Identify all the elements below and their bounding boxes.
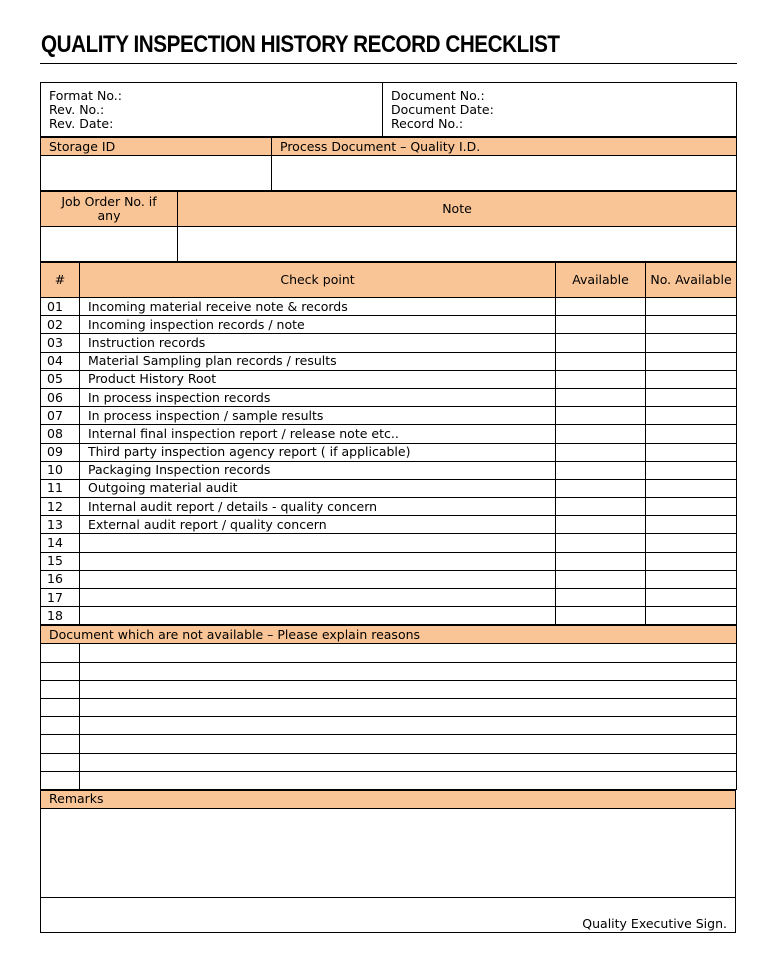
row-number: 18 — [41, 607, 80, 625]
row-available-cell[interactable] — [556, 570, 646, 588]
table-row — [41, 370, 737, 388]
row-number: 03 — [41, 334, 80, 352]
row-not-available-cell[interactable] — [646, 316, 737, 334]
row-available-cell[interactable] — [556, 589, 646, 607]
table-row — [41, 298, 737, 316]
na-reason-cell[interactable] — [80, 717, 737, 735]
row-not-available-cell[interactable] — [646, 370, 737, 388]
job-order-field[interactable] — [41, 227, 178, 262]
meta-right-separator: : — [458, 115, 464, 131]
meta-right-line — [391, 103, 736, 117]
na-number-cell[interactable] — [41, 771, 80, 789]
process-document-label: Process Document – Quality I.D. — [272, 138, 737, 156]
row-not-available-cell[interactable] — [646, 607, 737, 625]
not-available-table — [40, 625, 737, 790]
meta-right-cell — [383, 83, 737, 137]
na-reason-cell[interactable] — [80, 735, 737, 753]
signature-label: Quality Executive Sign. — [582, 915, 727, 931]
meta-left-line — [49, 89, 382, 103]
na-number-cell[interactable] — [41, 717, 80, 735]
na-number-cell[interactable] — [41, 662, 80, 680]
row-available-cell[interactable] — [556, 298, 646, 316]
document-title: QUALITY INSPECTION HISTORY RECORD CHECKLIST — [41, 31, 560, 58]
row-not-available-cell[interactable] — [646, 334, 737, 352]
storage-table — [40, 137, 737, 191]
table-row — [41, 607, 737, 625]
na-number-cell[interactable] — [41, 753, 80, 771]
table-row — [41, 461, 737, 479]
meta-right-label: Record No. — [391, 115, 459, 131]
meta-right-line — [391, 117, 736, 131]
row-checkpoint: In process inspection / sample results — [80, 407, 556, 425]
remarks-field[interactable] — [41, 808, 736, 897]
row-not-available-cell[interactable] — [646, 407, 737, 425]
row-available-cell[interactable] — [556, 552, 646, 570]
row-number: 11 — [41, 479, 80, 497]
table-row — [41, 516, 737, 534]
row-available-cell[interactable] — [556, 352, 646, 370]
row-available-cell[interactable] — [556, 479, 646, 497]
row-not-available-cell[interactable] — [646, 534, 737, 552]
row-not-available-cell[interactable] — [646, 352, 737, 370]
meta-right-line — [391, 89, 736, 103]
row-number: 16 — [41, 570, 80, 588]
table-row — [41, 589, 737, 607]
row-available-cell[interactable] — [556, 316, 646, 334]
row-available-cell[interactable] — [556, 407, 646, 425]
row-number: 02 — [41, 316, 80, 334]
row-checkpoint: Packaging Inspection records — [80, 461, 556, 479]
table-row — [41, 717, 737, 735]
table-row — [41, 334, 737, 352]
row-number: 14 — [41, 534, 80, 552]
row-available-cell[interactable] — [556, 498, 646, 516]
table-row — [41, 698, 737, 716]
title-divider — [40, 63, 737, 64]
row-checkpoint — [80, 534, 556, 552]
table-row — [41, 570, 737, 588]
row-not-available-cell[interactable] — [646, 516, 737, 534]
row-available-cell[interactable] — [556, 334, 646, 352]
row-not-available-cell[interactable] — [646, 425, 737, 443]
table-row — [41, 771, 737, 789]
storage-id-label: Storage ID — [41, 138, 272, 156]
row-checkpoint: Product History Root — [80, 370, 556, 388]
meta-left-line — [49, 103, 382, 117]
meta-left-label: Rev. No. — [49, 101, 100, 117]
row-number: 01 — [41, 298, 80, 316]
signature-cell[interactable] — [41, 897, 736, 932]
row-available-cell[interactable] — [556, 607, 646, 625]
table-row — [41, 498, 737, 516]
row-available-cell[interactable] — [556, 388, 646, 406]
checkpoint-table — [40, 262, 737, 625]
row-checkpoint: Internal audit report / details - quality concern — [80, 498, 556, 516]
meta-left-separator: : — [99, 101, 105, 117]
row-not-available-cell[interactable] — [646, 298, 737, 316]
row-available-cell[interactable] — [556, 534, 646, 552]
row-number: 08 — [41, 425, 80, 443]
meta-left-separator: : — [117, 87, 122, 103]
row-checkpoint: Third party inspection agency report ( if applicable) — [80, 443, 556, 461]
note-label: Note — [178, 192, 737, 227]
row-not-available-cell[interactable] — [646, 461, 737, 479]
row-checkpoint: Material Sampling plan records / results — [80, 352, 556, 370]
row-number: 05 — [41, 370, 80, 388]
row-not-available-cell[interactable] — [646, 388, 737, 406]
row-not-available-cell[interactable] — [646, 552, 737, 570]
na-number-cell[interactable] — [41, 644, 80, 662]
meta-right-label: Document Date — [391, 101, 490, 117]
na-reason-cell[interactable] — [80, 698, 737, 716]
job-order-label: Job Order No. if any — [41, 192, 178, 227]
table-row — [41, 644, 737, 662]
row-available-cell[interactable] — [556, 425, 646, 443]
col-checkpoint-header: Check point — [80, 263, 556, 298]
na-reason-cell[interactable] — [80, 644, 737, 662]
row-not-available-cell[interactable] — [646, 498, 737, 516]
row-not-available-cell[interactable] — [646, 570, 737, 588]
note-field[interactable] — [178, 227, 737, 262]
row-number: 15 — [41, 552, 80, 570]
meta-right-label: Document No. — [391, 87, 481, 103]
meta-left-label: Format No. — [49, 87, 118, 103]
meta-left-line — [49, 117, 382, 131]
meta-right-separator: : — [489, 101, 494, 117]
table-row — [41, 479, 737, 497]
row-number: 04 — [41, 352, 80, 370]
meta-left-cell — [41, 83, 383, 137]
row-not-available-cell[interactable] — [646, 479, 737, 497]
table-row — [41, 662, 737, 680]
table-row — [41, 443, 737, 461]
table-row — [41, 753, 737, 771]
row-checkpoint — [80, 607, 556, 625]
row-number: 09 — [41, 443, 80, 461]
row-checkpoint — [80, 570, 556, 588]
col-not-available-header: No. Available — [646, 263, 737, 298]
row-number: 17 — [41, 589, 80, 607]
row-available-cell[interactable] — [556, 443, 646, 461]
na-number-cell[interactable] — [41, 735, 80, 753]
table-row — [41, 316, 737, 334]
checklist-form — [40, 82, 736, 933]
na-reason-cell[interactable] — [80, 662, 737, 680]
table-row — [41, 735, 737, 753]
table-row — [41, 552, 737, 570]
na-reason-cell[interactable] — [80, 771, 737, 789]
table-row — [41, 425, 737, 443]
meta-left-separator: : — [109, 115, 114, 131]
remarks-label: Remarks — [41, 790, 736, 808]
row-not-available-cell[interactable] — [646, 443, 737, 461]
meta-right-separator: : — [480, 87, 485, 103]
storage-id-field[interactable] — [41, 156, 272, 191]
row-available-cell[interactable] — [556, 461, 646, 479]
col-available-header: Available — [556, 263, 646, 298]
row-checkpoint — [80, 552, 556, 570]
row-checkpoint — [80, 589, 556, 607]
row-checkpoint: External audit report / quality concern — [80, 516, 556, 534]
na-reason-cell[interactable] — [80, 753, 737, 771]
row-available-cell[interactable] — [556, 516, 646, 534]
job-order-table — [40, 191, 737, 262]
col-number-header: # — [41, 263, 80, 298]
na-reason-cell[interactable] — [80, 680, 737, 698]
row-checkpoint: Incoming inspection records / note — [80, 316, 556, 334]
row-number: 13 — [41, 516, 80, 534]
row-checkpoint: In process inspection records — [80, 388, 556, 406]
table-row — [41, 388, 737, 406]
na-number-cell[interactable] — [41, 680, 80, 698]
table-row — [41, 534, 737, 552]
remarks-table — [40, 790, 736, 933]
meta-header-table — [40, 82, 737, 137]
row-number: 12 — [41, 498, 80, 516]
row-number: 06 — [41, 388, 80, 406]
row-not-available-cell[interactable] — [646, 589, 737, 607]
not-available-label: Document which are not available – Please explain reasons — [41, 626, 737, 644]
meta-left-label: Rev. Date — [49, 115, 110, 131]
process-document-field[interactable] — [272, 156, 737, 191]
row-checkpoint: Instruction records — [80, 334, 556, 352]
row-checkpoint: Incoming material receive note & records — [80, 298, 556, 316]
table-row — [41, 407, 737, 425]
na-number-cell[interactable] — [41, 698, 80, 716]
row-number: 10 — [41, 461, 80, 479]
table-row — [41, 352, 737, 370]
row-available-cell[interactable] — [556, 370, 646, 388]
table-row — [41, 680, 737, 698]
row-number: 07 — [41, 407, 80, 425]
row-checkpoint: Outgoing material audit — [80, 479, 556, 497]
row-checkpoint: Internal final inspection report / release note etc.. — [80, 425, 556, 443]
